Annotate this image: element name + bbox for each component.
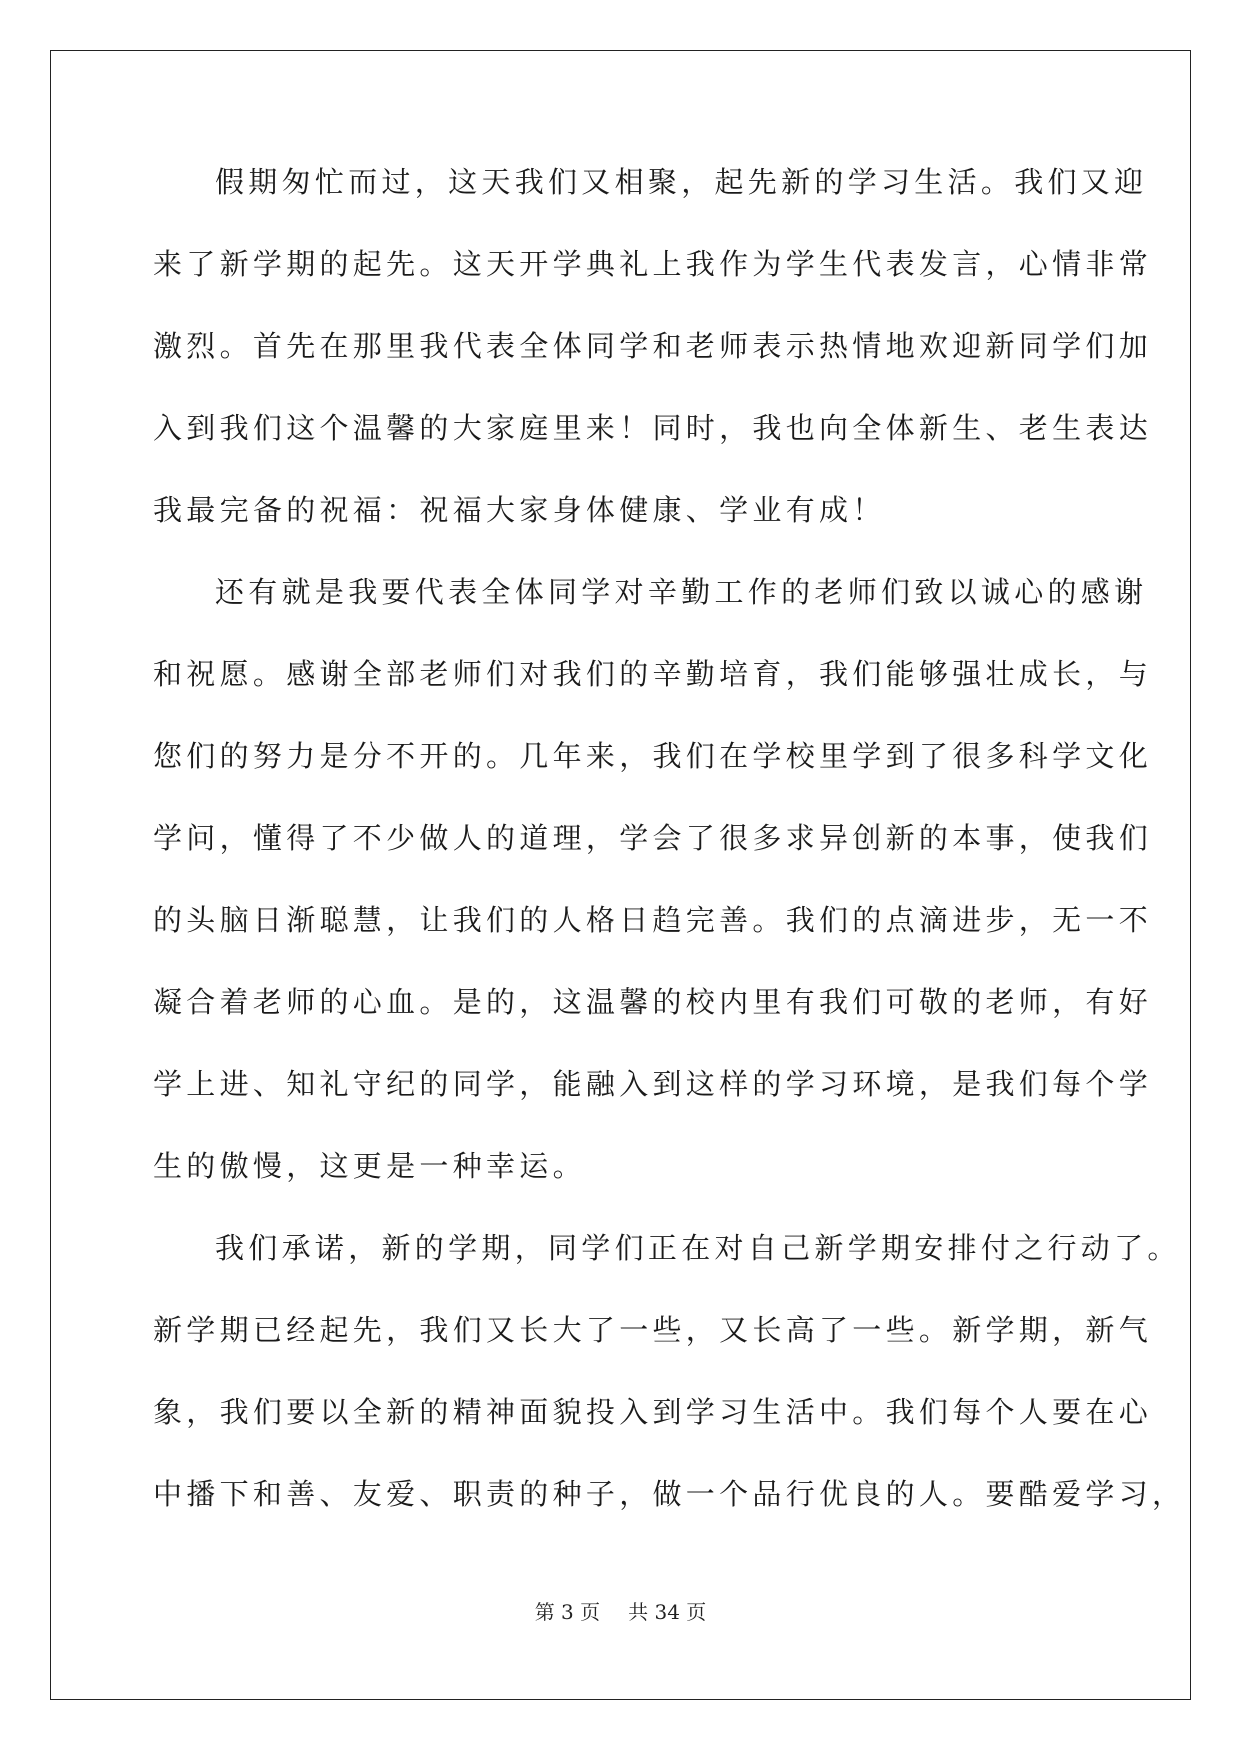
text-line: 学上进、知礼守纪的同学，能融入到这样的学习环境，是我们每个学 bbox=[153, 1067, 1153, 1101]
text-line: 假期匆忙而过，这天我们又相聚，起先新的学习生活。我们又迎 bbox=[215, 165, 1148, 199]
text-line: 中播下和善、友爱、职责的种子，做一个品行优良的人。要酷爱学习， bbox=[153, 1477, 1186, 1511]
page-footer bbox=[0, 1600, 1241, 1624]
text-line: 生的傲慢，这更是一种幸运。 bbox=[153, 1149, 586, 1183]
text-line: 凝合着老师的心血。是的，这温馨的校内里有我们可敬的老师，有好 bbox=[153, 985, 1153, 1019]
text-line: 学问，懂得了不少做人的道理，学会了很多求异创新的本事，使我们 bbox=[153, 821, 1153, 855]
text-line: 还有就是我要代表全体同学对辛勤工作的老师们致以诚心的感谢 bbox=[215, 575, 1148, 609]
text-line: 入到我们这个温馨的大家庭里来！同时，我也向全体新生、老生表达 bbox=[153, 411, 1153, 445]
text-line: 象，我们要以全新的精神面貌投入到学习生活中。我们每个人要在心 bbox=[153, 1395, 1153, 1429]
text-line: 激烈。首先在那里我代表全体同学和老师表示热情地欢迎新同学们加 bbox=[153, 329, 1153, 363]
text-line: 我们承诺，新的学期，同学们正在对自己新学期安排付之行动了。 bbox=[215, 1231, 1181, 1265]
text-line: 的头脑日渐聪慧，让我们的人格日趋完善。我们的点滴进步，无一不 bbox=[153, 903, 1153, 937]
text-line: 您们的努力是分不开的。几年来，我们在学校里学到了很多科学文化 bbox=[153, 739, 1153, 773]
document-body bbox=[153, 164, 1186, 1558]
text-line: 来了新学期的起先。这天开学典礼上我作为学生代表发言，心情非常 bbox=[153, 247, 1153, 281]
page-total: 共 34 页 bbox=[628, 1600, 707, 1624]
text-line: 和祝愿。感谢全部老师们对我们的辛勤培育，我们能够强壮成长，与 bbox=[153, 657, 1153, 691]
page-number: 第 3 页 bbox=[534, 1600, 601, 1624]
text-line: 我最完备的祝福：祝福大家身体健康、学业有成！ bbox=[153, 493, 886, 527]
text-line: 新学期已经起先，我们又长大了一些，又长高了一些。新学期，新气 bbox=[153, 1313, 1153, 1347]
